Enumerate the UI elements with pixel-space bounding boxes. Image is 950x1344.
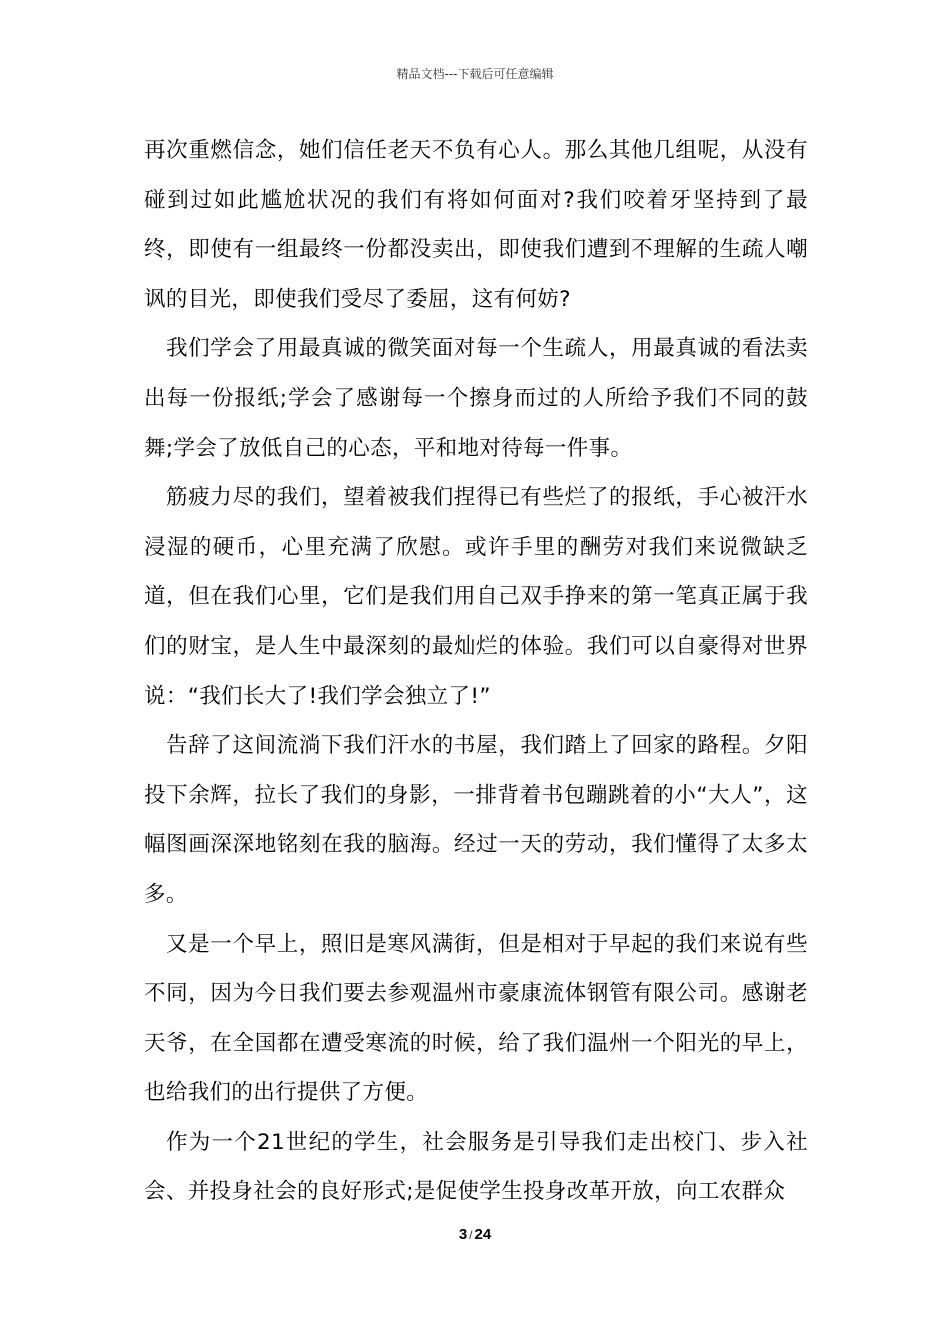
page-number <box>0 1225 950 1245</box>
paragraph: 又是一个早上，照旧是寒风满街，但是相对于早起的我们来说有些不同，因为今日我们要去参观温州市豪康流体钢管有限公司。感谢老天爷，在全国都在遭受寒流的时候，给了我们温州一个阳光的早上，也给我们的出行提供了方便。 <box>144 931 808 1106</box>
paragraph: 作为一个21世纪的学生，社会服务是引导我们走出校门、步入社会、并投身社会的良好形式;是促使学生投身改革开放，向工农群众 <box>144 1129 808 1205</box>
paragraph: 筋疲力尽的我们，望着被我们捏得已有些烂了的报纸，手心被汗水浸湿的硬币，心里充满了欣慰。或许手里的酬劳对我们来说微缺乏道，但在我们心里，它们是我们用自己双手挣来的第一笔真正属于我们的财宝，是人生中最深刻的最灿烂的体验。我们可以自豪得对世界说：“我们长大了!我们学会独立了!” <box>144 485 808 709</box>
paragraph-continued: 再次重燃信念，她们信任老天不负有心人。那么其他几组呢，从没有碰到过如此尴尬状况的我们有将如何面对?我们咬着牙坚持到了最终，即使有一组最终一份都没卖出，即使我们遭到不理解的生疏人嘲讽的目光，即使我们受尽了委屈，这有何妨? <box>144 138 808 312</box>
paragraph: 我们学会了用最真诚的微笑面对每一个生疏人，用最真诚的看法卖出每一份报纸;学会了感谢每一个擦身而过的人所给予我们不同的鼓舞;学会了放低自己的心态，平和地对待每一件事。 <box>144 336 808 461</box>
paragraph: 告辞了这间流淌下我们汗水的书屋，我们踏上了回家的路程。夕阳投下余辉，拉长了我们的身影，一排背着书包蹦跳着的小“大人”，这幅图画深深地铭刻在我的脑海。经过一天的劳动，我们懂得了太多太多。 <box>144 733 808 907</box>
current-page-number: 3 <box>458 1226 468 1243</box>
page-separator: / <box>469 1228 473 1242</box>
document-body <box>144 126 808 1217</box>
page-header: 精品文档---下载后可任意编辑 <box>396 67 554 81</box>
total-pages-number: 24 <box>474 1226 492 1243</box>
